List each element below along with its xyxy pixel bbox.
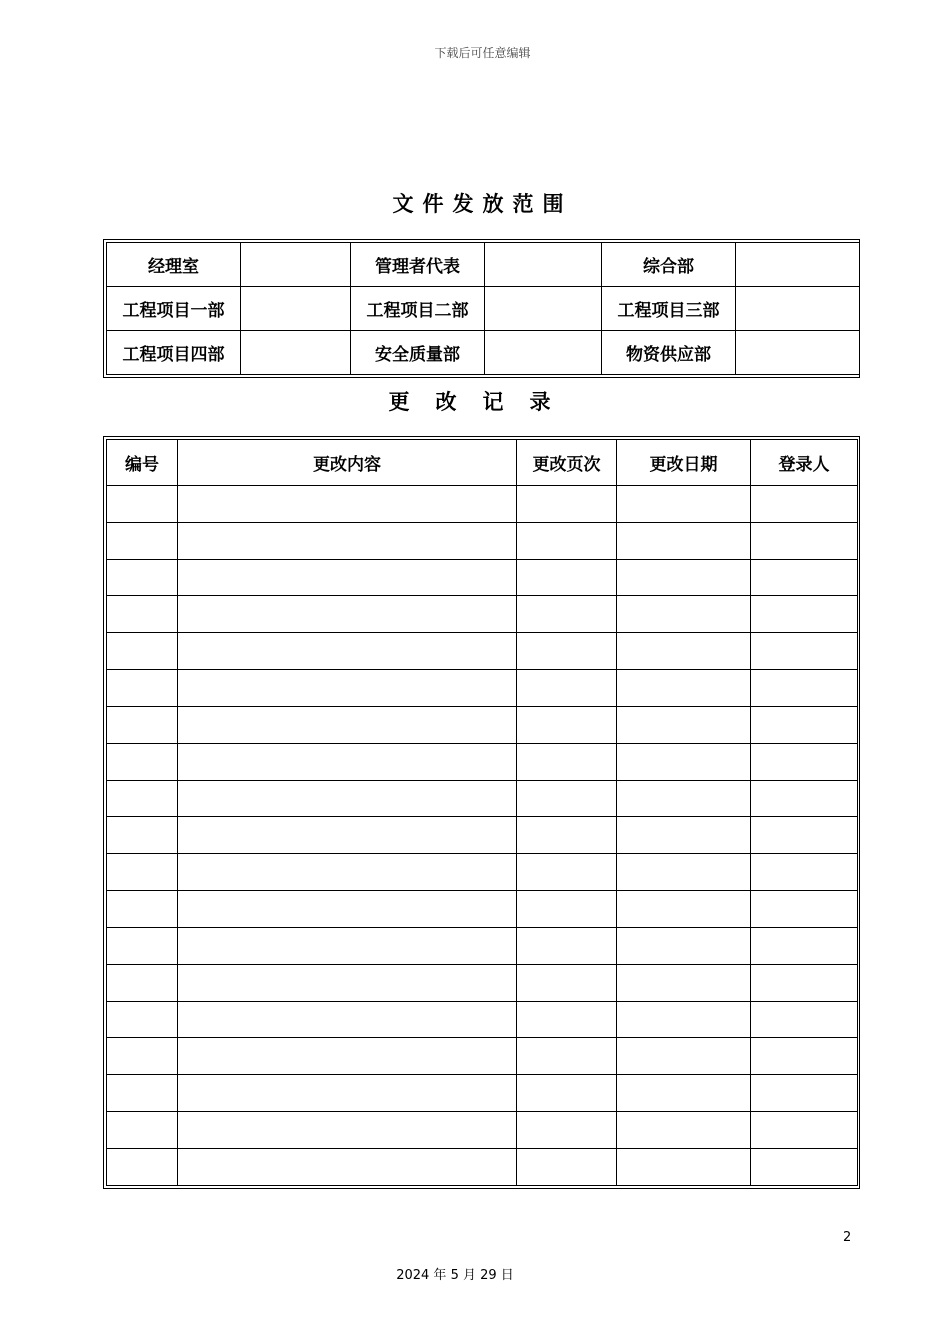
table-cell: [617, 743, 751, 780]
table-cell: [617, 1148, 751, 1185]
column-header: 更改页次: [517, 440, 617, 486]
distribution-row: [107, 243, 860, 287]
table-row: [107, 817, 858, 854]
table-cell: [617, 1075, 751, 1112]
distribution-table: [106, 242, 860, 375]
table-cell: [751, 706, 858, 743]
table-cell: [107, 780, 178, 817]
table-cell: [751, 559, 858, 596]
department-label: 安全质量部: [351, 331, 485, 375]
table-row: [107, 1001, 858, 1038]
change-record-table-frame: [103, 436, 860, 1189]
table-cell: [617, 1001, 751, 1038]
table-cell: [751, 486, 858, 523]
table-cell: [107, 1075, 178, 1112]
table-cell: [751, 1112, 858, 1149]
table-cell: [617, 486, 751, 523]
copy-count-cell: [736, 331, 860, 375]
distribution-title: 文件发放范围: [392, 192, 573, 216]
table-cell: [517, 1148, 617, 1185]
table-cell: [107, 670, 178, 707]
table-row: [107, 486, 858, 523]
table-cell: [107, 522, 178, 559]
copy-count-cell: [485, 243, 602, 287]
table-cell: [751, 743, 858, 780]
table-row: [107, 780, 858, 817]
table-cell: [107, 1148, 178, 1185]
table-cell: [178, 522, 517, 559]
table-cell: [178, 964, 517, 1001]
table-row: [107, 854, 858, 891]
table-row: [107, 1112, 858, 1149]
table-row: [107, 633, 858, 670]
table-cell: [751, 522, 858, 559]
table-cell: [178, 817, 517, 854]
table-cell: [517, 559, 617, 596]
table-cell: [178, 1075, 517, 1112]
table-cell: [107, 817, 178, 854]
table-row: [107, 1148, 858, 1185]
table-cell: [517, 1075, 617, 1112]
change-record-title: 更改记录: [388, 390, 577, 414]
table-row: [107, 706, 858, 743]
table-cell: [617, 927, 751, 964]
table-cell: [617, 1112, 751, 1149]
table-cell: [107, 706, 178, 743]
table-cell: [517, 486, 617, 523]
table-cell: [178, 559, 517, 596]
department-label: 工程项目四部: [107, 331, 241, 375]
table-cell: [751, 1075, 858, 1112]
table-cell: [178, 743, 517, 780]
table-cell: [107, 633, 178, 670]
copy-count-cell: [241, 243, 351, 287]
table-cell: [517, 670, 617, 707]
table-cell: [517, 854, 617, 891]
table-cell: [178, 891, 517, 928]
table-cell: [178, 1001, 517, 1038]
department-label: 工程项目一部: [107, 287, 241, 331]
table-cell: [617, 559, 751, 596]
table-cell: [751, 1038, 858, 1075]
table-cell: [617, 854, 751, 891]
table-cell: [617, 522, 751, 559]
table-cell: [617, 891, 751, 928]
table-cell: [107, 854, 178, 891]
distribution-row: [107, 287, 860, 331]
table-cell: [178, 780, 517, 817]
table-cell: [517, 1038, 617, 1075]
table-cell: [517, 743, 617, 780]
table-cell: [617, 633, 751, 670]
table-cell: [517, 891, 617, 928]
table-cell: [178, 1148, 517, 1185]
table-cell: [178, 596, 517, 633]
copy-count-cell: [736, 287, 860, 331]
table-cell: [517, 596, 617, 633]
department-label: 经理室: [107, 243, 241, 287]
table-cell: [107, 486, 178, 523]
table-cell: [517, 522, 617, 559]
copy-count-cell: [241, 331, 351, 375]
table-cell: [751, 1148, 858, 1185]
table-row: [107, 964, 858, 1001]
change-record-header-row: [107, 440, 858, 486]
table-cell: [617, 964, 751, 1001]
copy-count-cell: [241, 287, 351, 331]
copy-count-cell: [485, 331, 602, 375]
table-cell: [751, 854, 858, 891]
table-cell: [178, 633, 517, 670]
table-row: [107, 927, 858, 964]
table-row: [107, 596, 858, 633]
table-cell: [617, 780, 751, 817]
table-cell: [178, 1112, 517, 1149]
table-row: [107, 1038, 858, 1075]
table-row: [107, 522, 858, 559]
table-cell: [617, 1038, 751, 1075]
table-cell: [178, 706, 517, 743]
table-cell: [107, 1038, 178, 1075]
table-cell: [517, 817, 617, 854]
table-cell: [517, 633, 617, 670]
table-cell: [107, 743, 178, 780]
page-number: 2: [843, 1230, 852, 1245]
department-label: 物资供应部: [602, 331, 736, 375]
table-cell: [517, 1112, 617, 1149]
table-cell: [751, 891, 858, 928]
column-header: 更改日期: [617, 440, 751, 486]
table-cell: [617, 817, 751, 854]
table-row: [107, 891, 858, 928]
table-cell: [751, 780, 858, 817]
table-cell: [751, 596, 858, 633]
table-cell: [617, 596, 751, 633]
table-row: [107, 670, 858, 707]
table-cell: [517, 1001, 617, 1038]
table-cell: [107, 1001, 178, 1038]
table-cell: [751, 633, 858, 670]
table-row: [107, 743, 858, 780]
table-cell: [107, 927, 178, 964]
table-cell: [617, 670, 751, 707]
table-cell: [517, 780, 617, 817]
department-label: 工程项目二部: [351, 287, 485, 331]
table-cell: [178, 927, 517, 964]
table-cell: [178, 1038, 517, 1075]
column-header: 登录人: [751, 440, 858, 486]
distribution-row: [107, 331, 860, 375]
table-cell: [751, 927, 858, 964]
copy-count-cell: [736, 243, 860, 287]
table-cell: [517, 964, 617, 1001]
copy-count-cell: [485, 287, 602, 331]
table-cell: [178, 854, 517, 891]
table-cell: [751, 670, 858, 707]
table-row: [107, 1075, 858, 1112]
table-cell: [517, 706, 617, 743]
table-cell: [178, 670, 517, 707]
distribution-table-frame: [103, 239, 860, 378]
department-label: 综合部: [602, 243, 736, 287]
table-cell: [617, 706, 751, 743]
header-note: 下载后可任意编辑: [434, 46, 531, 60]
footer-date: 2024 年 5 月 29 日: [396, 1268, 514, 1283]
table-cell: [107, 596, 178, 633]
department-label: 工程项目三部: [602, 287, 736, 331]
column-header: 编号: [107, 440, 178, 486]
table-cell: [751, 964, 858, 1001]
column-header: 更改内容: [178, 440, 517, 486]
table-cell: [178, 486, 517, 523]
table-cell: [107, 891, 178, 928]
table-row: [107, 559, 858, 596]
table-cell: [107, 964, 178, 1001]
table-cell: [107, 559, 178, 596]
table-cell: [751, 817, 858, 854]
department-label: 管理者代表: [351, 243, 485, 287]
table-cell: [751, 1001, 858, 1038]
table-cell: [107, 1112, 178, 1149]
change-record-table: [106, 439, 858, 1186]
table-cell: [517, 927, 617, 964]
